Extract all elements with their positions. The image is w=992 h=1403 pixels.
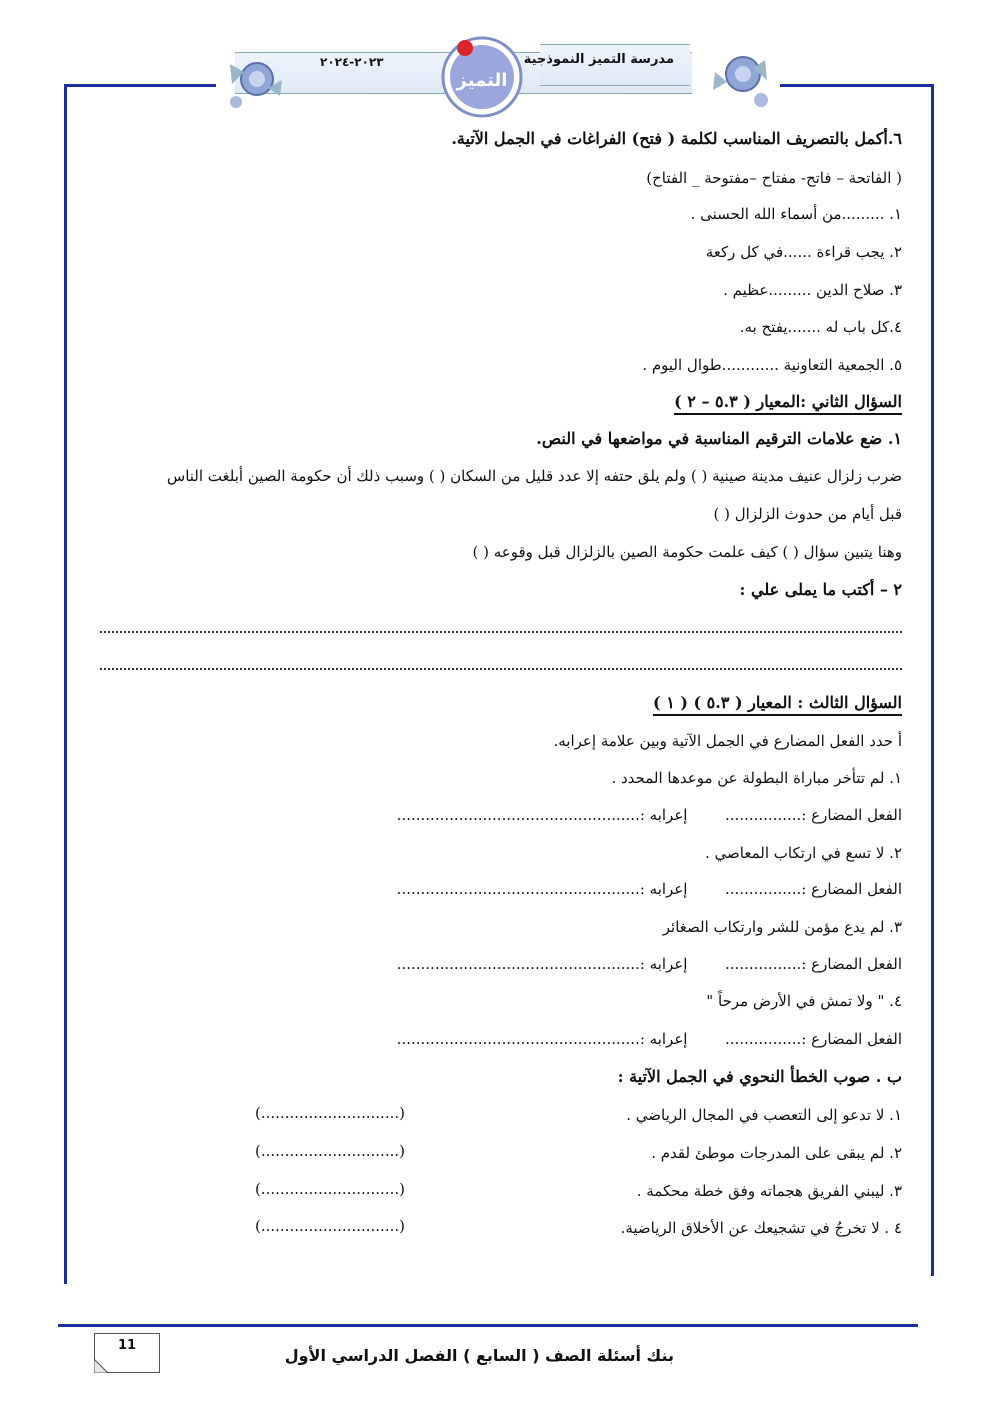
q3-part-a: أ حدد الفعل المضارع في الجمل الآتية وبين علامة إعرابه. bbox=[553, 732, 902, 750]
flower-decoration-right-icon bbox=[705, 42, 775, 112]
dictation-line-1[interactable] bbox=[100, 630, 902, 633]
q6-heading: ٦.أكمل بالتصريف المناسب لكلمة ( فتح) الفراغات في الجمل الآتية. bbox=[451, 129, 902, 148]
q3-sentence-1: ١. لم تتأخر مباراة البطولة عن موعدها المحدد . bbox=[611, 769, 902, 787]
q3-answer-row-3 bbox=[90, 953, 902, 975]
page-number: 11 bbox=[117, 1338, 137, 1353]
correction-blank-3[interactable]: (.............................) bbox=[255, 1180, 405, 1198]
q3-title-text: السؤال الثالث : المعيار ( ٥.٣ ) ( ١ ) bbox=[653, 693, 902, 716]
q2-title bbox=[90, 391, 902, 413]
footer-rule bbox=[58, 1324, 918, 1327]
verb-blank-4[interactable]: الفعل المضارع :................ bbox=[725, 1030, 902, 1048]
q2-text-line-1: ضرب زلزال عنيف مدينة صينية ( ) ولم يلق حتفه إلا عدد قليل من السكان ( ) وسبب ذلك أن حكومة الصين أبلغت الناس bbox=[166, 467, 902, 485]
irab-blank-3[interactable]: إعرابه :................................................... bbox=[396, 955, 688, 973]
q6-item-4: ٤.كل باب له .......يفتح به. bbox=[739, 318, 902, 336]
header-rule-left bbox=[66, 84, 216, 87]
q3-sentence-3: ٣. لم يدع مؤمن للشر وارتكاب الصغائر bbox=[662, 918, 902, 936]
verb-blank-3[interactable]: الفعل المضارع :................ bbox=[725, 955, 902, 973]
dictation-line-2[interactable] bbox=[100, 667, 902, 670]
page-number-box bbox=[94, 1333, 160, 1373]
q6-item-5: ٥. الجمعية التعاونية ............طوال اليوم . bbox=[642, 356, 902, 374]
frame-right-line bbox=[931, 84, 934, 1276]
frame-left-line bbox=[64, 84, 67, 1284]
flower-decoration-left-icon bbox=[222, 44, 292, 114]
irab-blank-4[interactable]: إعرابه :................................................... bbox=[396, 1030, 688, 1048]
correction-blank-1[interactable]: (.............................) bbox=[255, 1104, 405, 1122]
verb-blank-2[interactable]: الفعل المضارع :................ bbox=[725, 880, 902, 898]
q3-sentence-4: ٤. " ولا تمش في الأرض مرحاً " bbox=[706, 992, 902, 1010]
header-rule-right bbox=[780, 84, 934, 87]
q3-part-b: ب . صوب الخطأ النحوي في الجمل الآتية : bbox=[617, 1067, 902, 1086]
q2-title-text: السؤال الثاني :المعيار ( ٥.٣ – ٢ ) bbox=[674, 392, 902, 415]
q2-sub2: ٢ – أكتب ما يملى علي : bbox=[739, 580, 902, 599]
correction-4: ٤ . لا تخرجُ في تشجيعك عن الأخلاق الرياضية. bbox=[620, 1219, 902, 1237]
irab-blank-2[interactable]: إعرابه :................................................... bbox=[396, 880, 688, 898]
correction-1: ١. لا تدعو إلى التعصب في المجال الرياضي . bbox=[626, 1106, 902, 1124]
footer-title: بنك أسئلة الصف ( السابع ) الفصل الدراسي الأول bbox=[284, 1346, 674, 1365]
q6-item-3: ٣. صلاح الدين .........عظيم . bbox=[723, 281, 902, 299]
q6-options: ( الفاتحة – فاتح- مفتاح –مفتوحة _ الفتاح) bbox=[646, 169, 902, 187]
page-curl-icon bbox=[94, 1359, 108, 1373]
q3-answer-row-1 bbox=[90, 804, 902, 826]
logo-text: التميز bbox=[456, 70, 508, 91]
correction-blank-4[interactable]: (.............................) bbox=[255, 1217, 405, 1235]
school-year: ٢٠٢٣-٢٠٢٤ bbox=[320, 55, 384, 69]
irab-blank-1[interactable]: إعرابه :................................................... bbox=[396, 806, 688, 824]
correction-2: ٢. لم يبقى على المدرجات موطئ لقدم . bbox=[651, 1144, 902, 1162]
q2-text-line-2: قبل أيام من حدوث الزلزال ( ) bbox=[713, 505, 902, 523]
q6-item-2: ٢. يجب قراءة ......في كل ركعة bbox=[705, 243, 902, 261]
q2-text-line-3: وهنا يتبين سؤال ( ) كيف علمت حكومة الصين بالزلزال قبل وقوعه ( ) bbox=[472, 543, 902, 561]
school-logo-icon bbox=[441, 36, 523, 118]
q3-answer-row-2 bbox=[90, 878, 902, 900]
correction-3: ٣. ليبني الفريق هجماته وفق خطة محكمة . bbox=[636, 1182, 902, 1200]
q3-title bbox=[90, 692, 902, 714]
q3-sentence-2: ٢. لا تسع في ارتكاب المعاصي . bbox=[705, 844, 902, 862]
q2-sub1: ١. ضع علامات الترقيم المناسبة في مواضعها في النص. bbox=[536, 429, 902, 448]
q3-answer-row-4 bbox=[90, 1028, 902, 1050]
school-name: مدرسة التميز النموذجية bbox=[523, 52, 674, 67]
verb-blank-1[interactable]: الفعل المضارع :................ bbox=[725, 806, 902, 824]
q6-item-1: ١. .........من أسماء الله الحسنى . bbox=[690, 205, 902, 223]
correction-blank-2[interactable]: (.............................) bbox=[255, 1142, 405, 1160]
